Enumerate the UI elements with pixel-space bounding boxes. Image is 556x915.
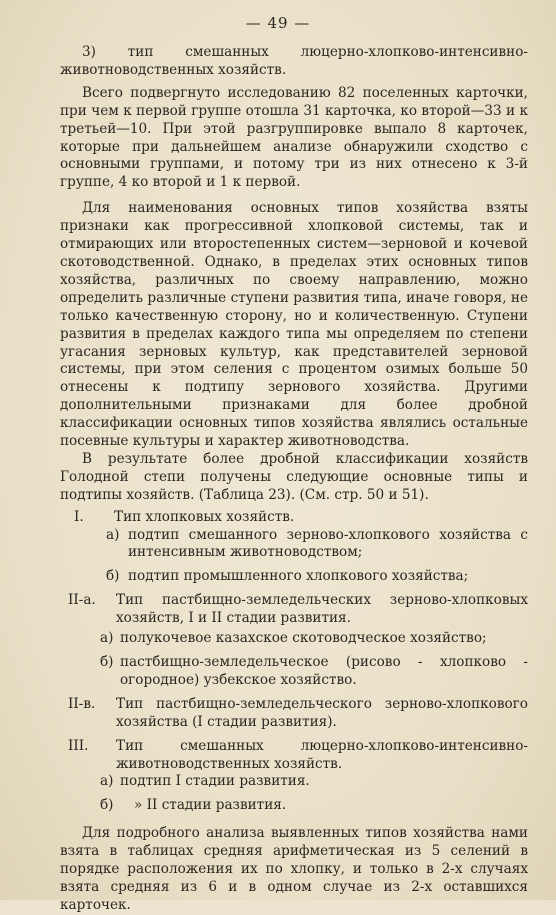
list-label: б) [106,568,120,585]
list-text: подтип промышленного хлопкового хозяйства; [128,568,469,585]
list-text: » II стадии развития. [134,797,287,814]
list-item-type-3b [60,797,528,815]
list-text: Тип пастбищно-земледельческого зерново-хлопкового хозяйства (I стадии развития). [116,695,528,730]
page-content [60,44,528,915]
list-item-type-1a [60,527,528,563]
list-item-type-3 [60,738,528,774]
list-text: Тип смешанных люцерно-хлопково-интенсивно-животноводственных хозяйств. [116,737,528,772]
list-text: полукочевое казахское скотоводческое хозяйство; [120,630,487,647]
paragraph-type-naming: Для наименования основных типов хозяйства взяты признаки как прогрессивной хлопковой системы, так и отмирающих или второстепенных систем—зерновой и кочевой скотоводственной. Однако, в пределах этих основных типов хозяйства, различных по своему направлению, можно определить различные ступени развития типа, иначе говоря, не только качественную сторону, но и количественную. Ступени развития в пределах каждого типа мы определяем по степени угасания зерновых культур, как представителей зерновой системы, при этом селения с процентом озимых больше 50 отнесены к подтипу зернового хозяйства. Другими дополнительными признаками для более дробной классификации основных типов хозяйства являлись остальные посевные культуры и характер животноводства. [60,200,528,450]
list-label: б) [100,797,114,814]
list-item-type-2a-b [60,654,528,690]
list-item-type-2b [60,696,528,732]
list-label: I. [74,508,84,525]
list-label: II-а. [68,592,96,609]
list-text: пастбищно-земледельческое (рисово - хлопково - огородное) узбекское хозяйство. [120,654,528,688]
list-label: III. [68,737,89,754]
list-label: б) [100,654,114,670]
list-text: подтип I стадии развития. [120,773,310,790]
list-label: а) [100,630,114,647]
list-item-type-3a [60,773,528,791]
list-item-type-1b [60,568,528,586]
paragraph-type-3: 3) тип смешанных люцерно-хлопково-интенсивно-животноводственных хозяйств. [60,44,528,78]
page-number: — 49 — [245,14,311,32]
paragraph-classification-result: В результате более дробной классификации хозяйств Голодной степи получены следующие основные типы и подтипы хозяйств. (Таблица 23). (См. стр. 50 и 51). [60,450,528,503]
list-item-type-2a [60,592,528,628]
list-item-type-2a-a [60,630,528,648]
list-text: Тип хлопковых хозяйств. [114,508,295,525]
list-item-type-1 [60,509,528,527]
list-text: подтип смешанного зерново-хлопкового хозяйства с интенсивным животноводством; [128,526,528,561]
list-text: Тип пастбищно-земледельческих зерново-хлопковых хозяйств, I и II стадии развития. [116,592,528,627]
paragraph-detailed-analysis: Для подробного анализа выявленных типов хозяйства нами взята в таблицах средняя арифметическая из 5 селений в порядке расположения их по хлопку, и только в 2-х случаях взята средняя из 6 и в одном случае из 2-х оставшихся карточек. [60,825,528,913]
list-label: а) [100,773,114,790]
paragraph-cards-count: Всего подвергнуто исследованию 82 поселенных карточки, при чем к первой группе отошла 31 карточка, ко второй—33 и к третьей—10. При этой разгруппировке выпало 8 карточек, которые при дальнейшем анализе обнаружили сходство с основными группами, и потому три из них отнесено к 3-й группе, 4 ко второй и 1 к первой. [60,84,528,191]
list-label: II-в. [68,695,96,712]
list-label: а) [106,526,120,543]
